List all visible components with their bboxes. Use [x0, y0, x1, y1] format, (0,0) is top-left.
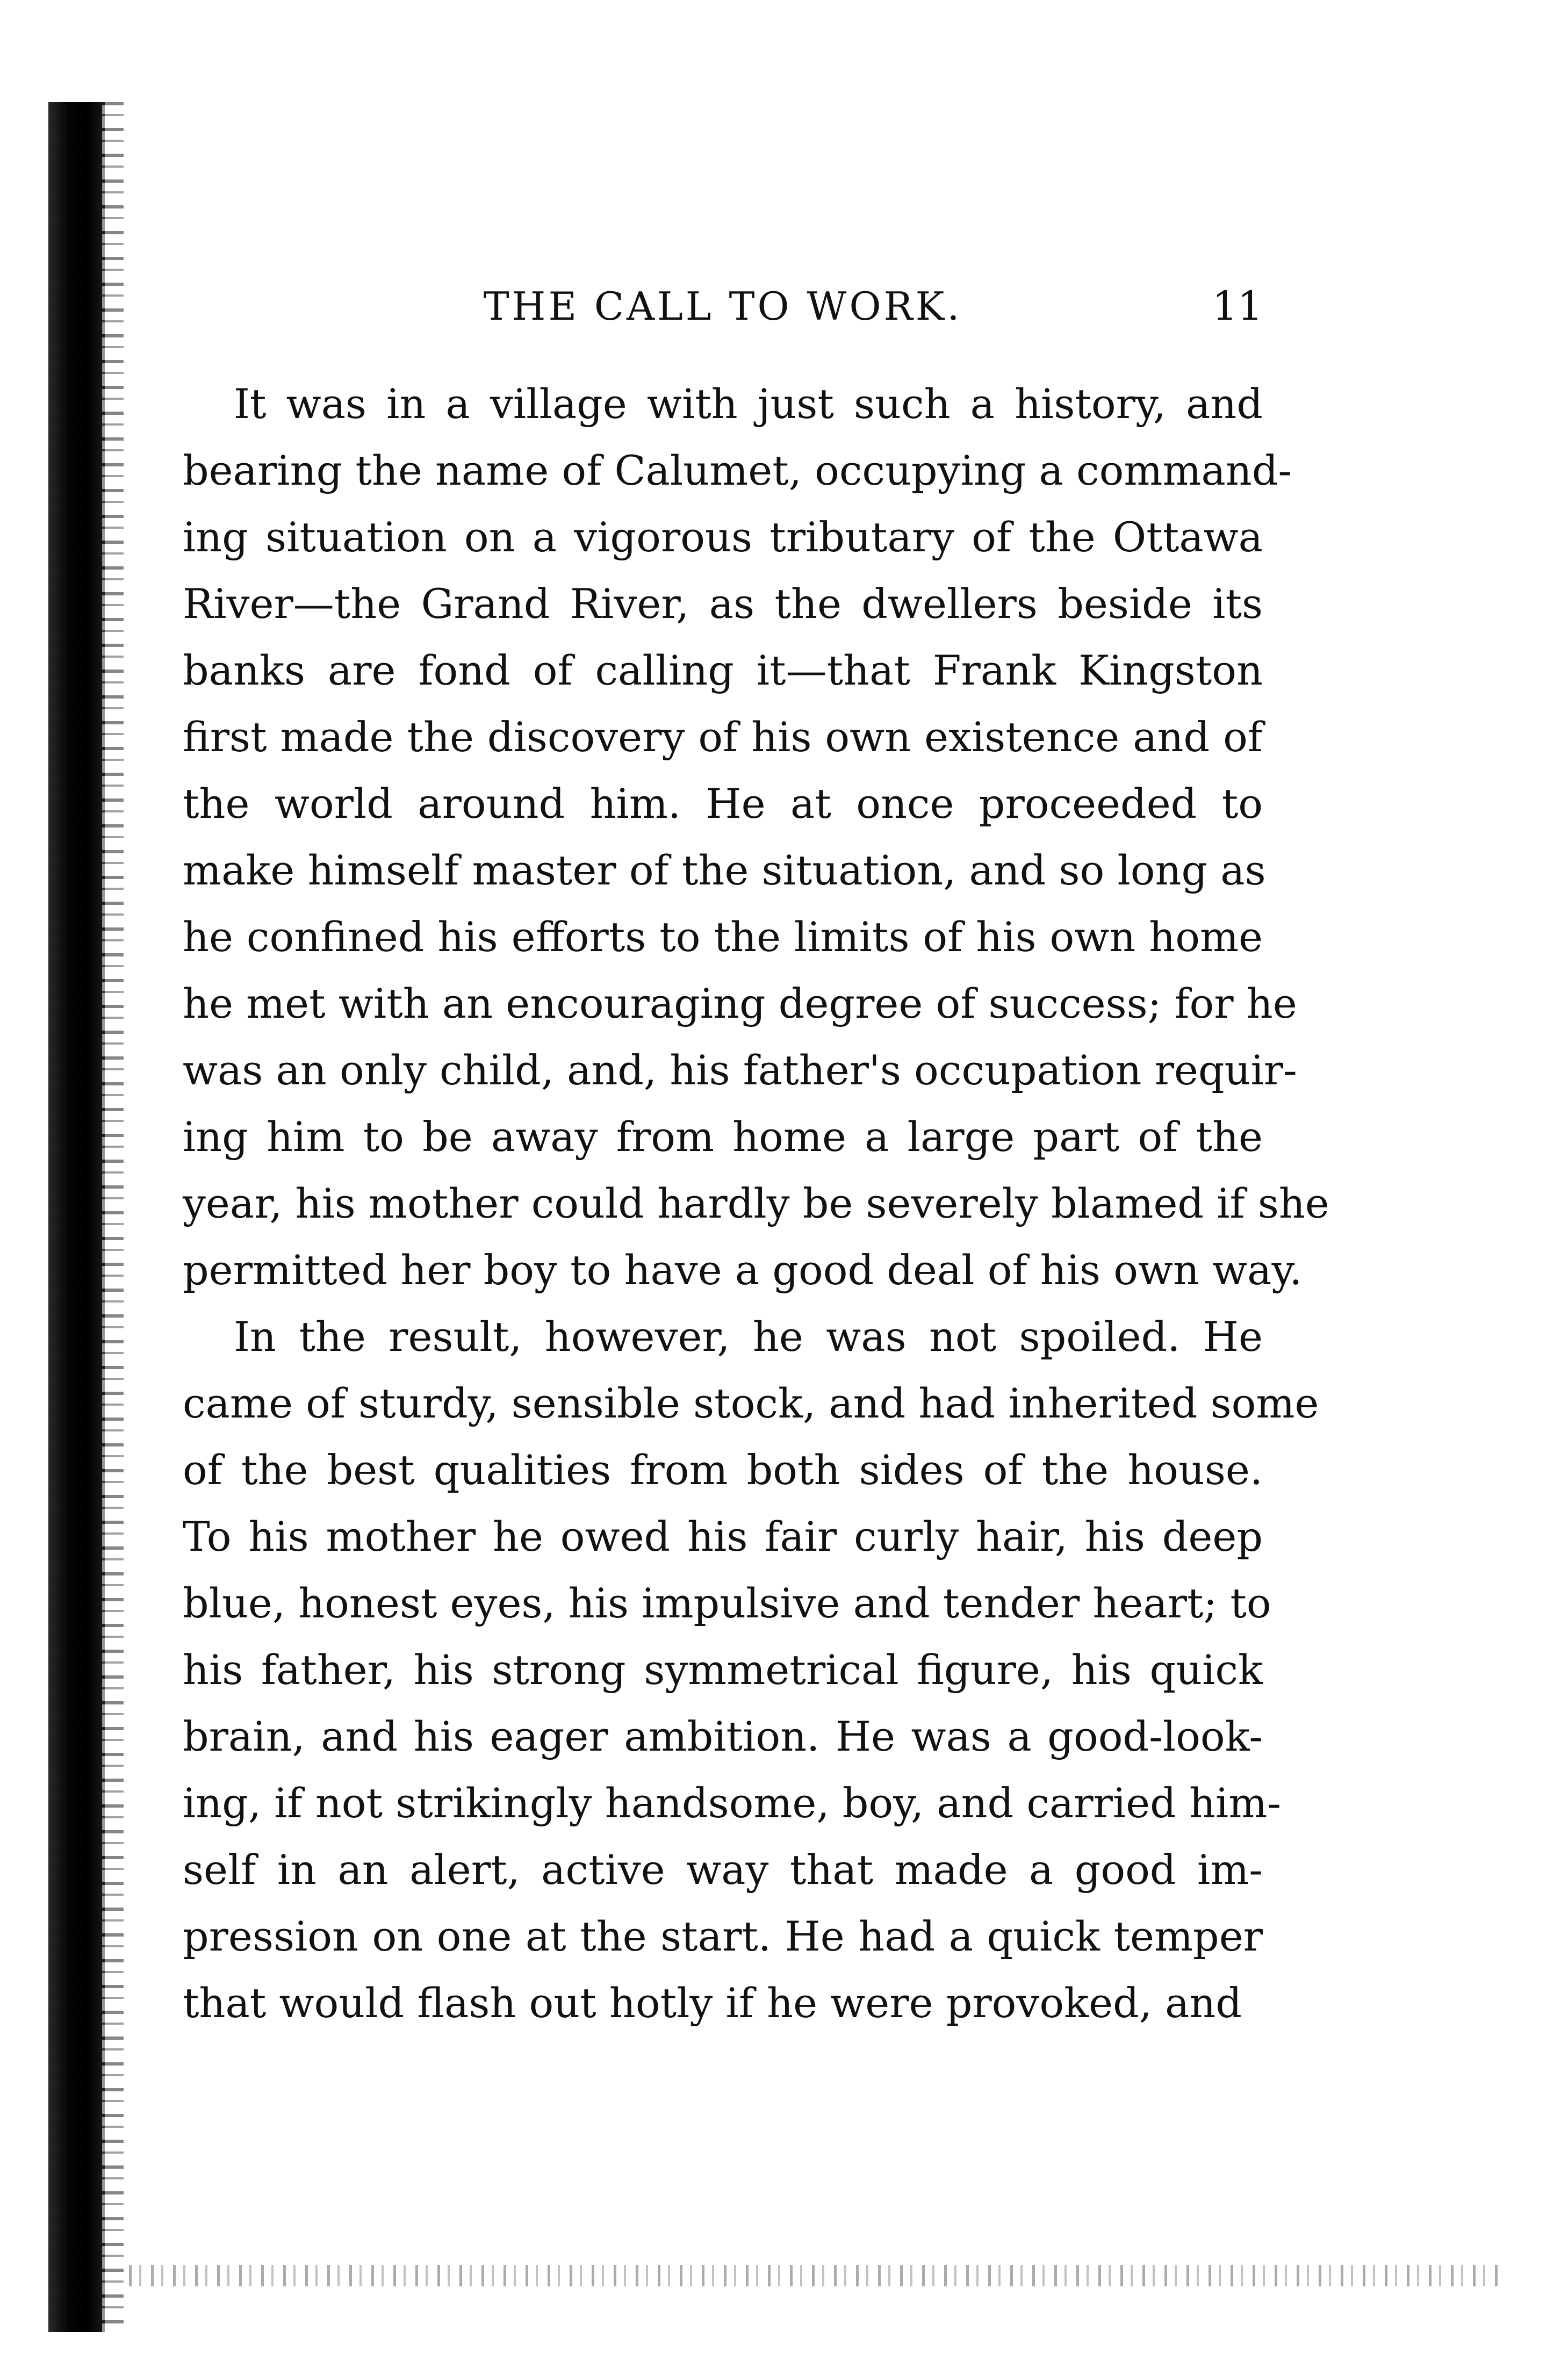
text-line: came of sturdy, sensible stock, and had inherited some	[183, 1379, 1319, 1427]
text-line: of the best qualities from both sides of the house.	[183, 1446, 1263, 1494]
text-line: bearing the name of Calumet, occupying a command-	[183, 447, 1292, 494]
text-line: ing, if not strikingly handsome, boy, and carried him-	[183, 1779, 1281, 1827]
text-line: was an only child, and, his father's occupation requir-	[183, 1046, 1297, 1094]
text-line: self in an alert, active way that made a good im-	[183, 1846, 1263, 1894]
text-line: permitted her boy to have a good deal of his own way.	[183, 1246, 1303, 1294]
text-line: ing situation on a vigorous tributary of the Ottawa	[183, 513, 1263, 561]
text-line: he met with an encouraging degree of success; for he	[183, 980, 1297, 1027]
text-line: pression on one at the start. He had a quick temper	[183, 1912, 1263, 1960]
text-line: that would flash out hotly if he were provoked, and	[183, 1979, 1242, 2027]
running-title: THE CALL TO WORK.	[483, 284, 962, 329]
text-line: ing him to be away from home a large part of the	[183, 1113, 1263, 1161]
paragraph	[183, 371, 1329, 1304]
text-line: he confined his efforts to the limits of his own home	[183, 913, 1263, 961]
page-header	[183, 277, 1263, 336]
body-text	[183, 371, 1329, 2037]
text-line: blue, honest eyes, his impulsive and tender heart; to	[183, 1579, 1271, 1627]
text-line: year, his mother could hardly be severely blamed if she	[183, 1179, 1329, 1227]
text-line: In the result, however, he was not spoiled. He	[234, 1313, 1263, 1361]
text-line: To his mother he owed his fair curly hair, his deep	[183, 1513, 1263, 1560]
text-line: banks are fond of calling it—that Frank Kingston	[183, 646, 1263, 694]
text-line: the world around him. He at once proceeded to	[183, 780, 1263, 827]
binding-edge	[48, 102, 105, 2332]
text-line: his father, his strong symmetrical figure, his quick	[183, 1646, 1263, 1694]
text-line: brain, and his eager ambition. He was a good-look-	[183, 1712, 1263, 1760]
text-line: It was in a village with just such a history, and	[234, 380, 1263, 428]
text-line: River—the Grand River, as the dwellers beside its	[183, 580, 1263, 628]
page-number: 11	[1212, 283, 1263, 329]
binding-speckle	[102, 102, 124, 2332]
text-line: make himself master of the situation, and so long as	[183, 846, 1266, 894]
scan-noise	[129, 2265, 1505, 2286]
paragraph	[183, 1304, 1319, 2037]
text-line: first made the discovery of his own existence and of	[183, 713, 1263, 761]
